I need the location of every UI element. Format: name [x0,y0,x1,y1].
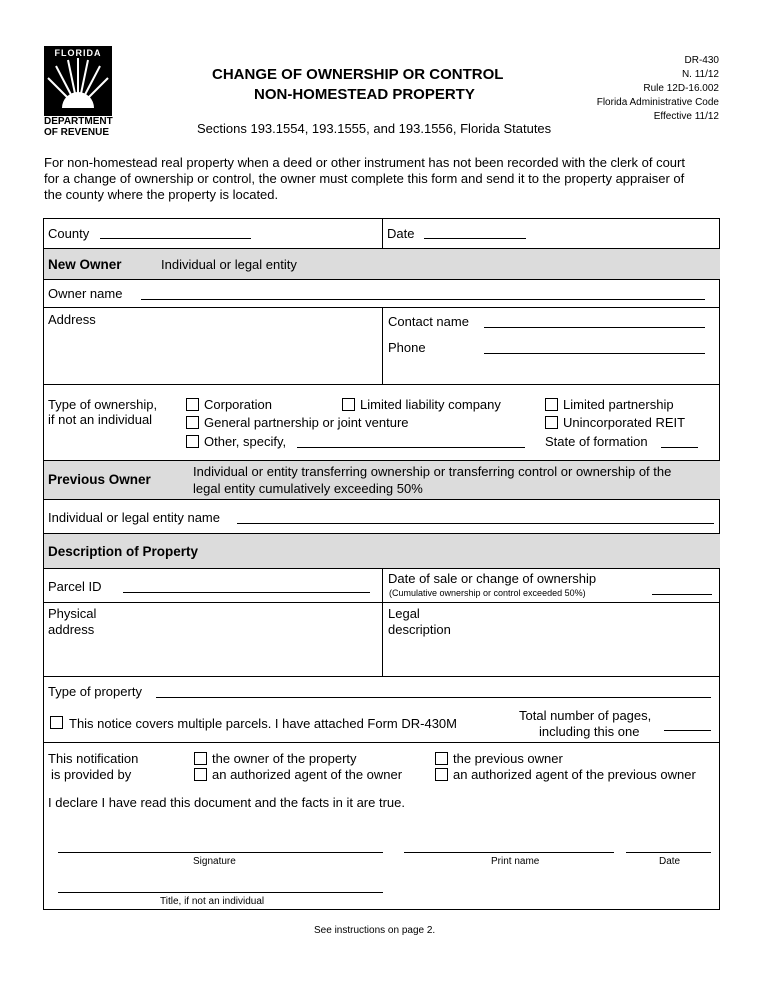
signature-field[interactable] [58,852,383,853]
multiple-parcels-label: This notice covers multiple parcels. I have attached Form DR-430M [69,716,457,731]
title-field[interactable] [58,892,383,893]
physical-address-label-1: Physical [48,606,97,621]
other-checkbox[interactable] [186,435,199,448]
entity-name-field[interactable] [237,523,714,524]
reit-checkbox[interactable] [545,416,558,429]
reit-label: Unincorporated REIT [563,415,686,430]
print-name-field[interactable] [404,852,614,853]
agent-previous-owner-option-label: an authorized agent of the previous owner [453,767,696,782]
agent-previous-owner-checkbox[interactable] [435,768,448,781]
logo-state-name: FLORIDA [54,48,102,58]
llc-checkbox[interactable] [342,398,355,411]
address-field[interactable] [44,328,380,382]
new-owner-band [44,248,720,279]
gp-label: General partnership or joint venture [204,415,409,430]
total-pages-field[interactable] [664,730,711,731]
ownership-type-label-2: if not an individual [48,412,153,427]
llc-label: Limited liability company [360,397,501,412]
form-effective: Effective 11/12 [653,111,719,122]
property-type-field[interactable] [156,697,711,698]
dor-logo [44,46,114,138]
previous-owner-desc-2: legal entity cumulatively exceeding 50% [193,481,423,496]
signature-date-label: Date [659,856,681,867]
other-label: Other, specify, [204,434,287,449]
intro-text: For non-homestead real property when a deed or other instrument has not been recorded with the clerk of court for a change of ownership or control, the owner must complete this form and send it to the property appraiser of the county where the property is located. [44,155,685,202]
new-owner-heading: New Owner [48,257,122,272]
sale-date-field[interactable] [652,594,712,595]
form-rule: Rule 12D-16.002 [643,83,719,94]
form-number: DR-430 [684,55,719,66]
corporation-checkbox[interactable] [186,398,199,411]
total-pages-label-2: including this one [539,724,640,739]
logo-revenue: OF REVENUE [44,127,110,138]
previous-owner-checkbox[interactable] [435,752,448,765]
form-meta [597,54,719,124]
owner-option-label: the owner of the property [212,751,357,766]
contact-name-label: Contact name [388,314,469,329]
lp-label: Limited partnership [563,397,674,412]
previous-owner-heading: Previous Owner [48,472,151,487]
agent-owner-option-label: an authorized agent of the owner [212,767,403,782]
physical-address-field[interactable] [110,604,380,674]
previous-owner-desc-1: Individual or entity transferring ownership or transferring control or ownership of the [193,464,672,479]
contact-name-field[interactable] [484,327,705,328]
logo-department: DEPARTMENT [44,116,113,127]
date-label: Date [387,226,415,241]
state-formation-field[interactable] [661,447,698,448]
state-formation-label: State of formation [545,434,648,449]
signature-label: Signature [193,856,236,867]
date-field[interactable] [424,238,526,239]
owner-checkbox[interactable] [194,752,207,765]
agent-owner-checkbox[interactable] [194,768,207,781]
legal-description-label-2: description [388,622,451,637]
legal-description-label-1: Legal [388,606,420,621]
form-title-line-2: NON-HOMESTEAD PROPERTY [254,86,475,103]
form-code: Florida Administrative Code [596,97,719,108]
total-pages-label-1: Total number of pages, [519,708,652,723]
title-label: Title, if not an individual [160,896,265,907]
phone-label: Phone [388,340,426,355]
legal-description-field[interactable] [470,604,718,674]
corporation-label: Corporation [204,397,272,412]
print-name-label: Print name [491,856,540,867]
notification-label-1: This notification [48,751,139,766]
declaration-text: I declare I have read this document and the facts in it are true. [48,795,405,810]
instructions-footer: See instructions on page 2. [314,925,436,936]
signature-date-field[interactable] [626,852,711,853]
county-label: County [48,226,90,241]
physical-address-label-2: address [48,622,95,637]
ownership-type-label-1: Type of ownership, [48,397,158,412]
owner-name-label: Owner name [48,286,123,301]
other-specify-field[interactable] [297,447,525,448]
property-heading: Description of Property [48,544,199,559]
sale-date-note: (Cumulative ownership or control exceeded 50%) [389,588,586,598]
logo-sun-icon [44,46,112,116]
owner-name-field[interactable] [141,299,705,300]
gp-checkbox[interactable] [186,416,199,429]
previous-owner-option-label: the previous owner [453,751,563,766]
parcel-id-field[interactable] [123,592,370,593]
multiple-parcels-checkbox[interactable] [50,716,63,729]
county-field[interactable] [100,238,251,239]
form-revision: N. 11/12 [681,69,719,80]
property-type-label: Type of property [48,684,142,699]
lp-checkbox[interactable] [545,398,558,411]
phone-field[interactable] [484,353,705,354]
sale-date-label: Date of sale or change of ownership [388,571,597,586]
entity-name-label: Individual or legal entity name [48,510,220,525]
notification-label-2: is provided by [51,767,132,782]
form-title-line-1: CHANGE OF OWNERSHIP OR CONTROL [212,66,504,83]
parcel-id-label: Parcel ID [48,579,102,594]
new-owner-subheading: Individual or legal entity [161,257,297,272]
statutes-text: Sections 193.1554, 193.1555, and 193.1556, Florida Statutes [197,121,552,136]
address-label: Address [48,312,96,327]
